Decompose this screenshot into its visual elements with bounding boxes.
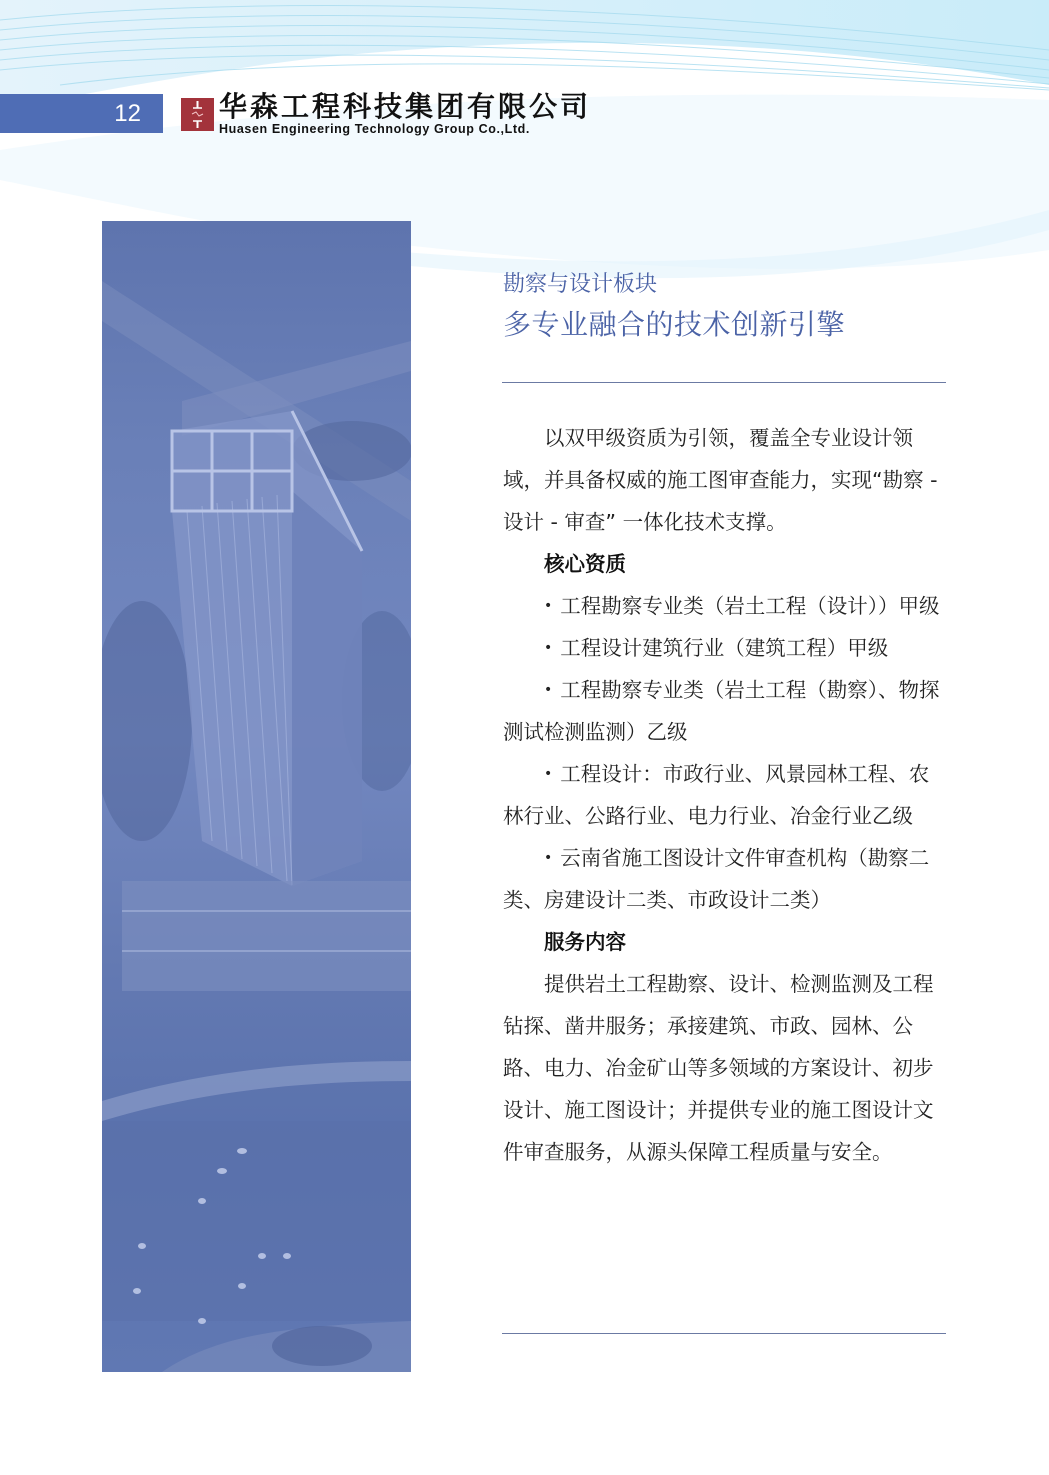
aerial-building-photo xyxy=(102,221,411,1372)
section-title: 多专业融合的技术创新引擎 xyxy=(503,308,846,341)
services-paragraph: 提供岩土工程勘察、设计、检测监测及工程钻探、凿井服务；承接建筑、市政、园林、公路、电力、冶金矿山等多领域的方案设计、初步设计、施工图设计；并提供专业的施工图设计文件审查服务，从源头保障工程质量与安全。 xyxy=(503,972,934,1164)
qualification-item xyxy=(503,585,949,627)
bullet-icon: • xyxy=(544,682,553,698)
qualification-text: 工程设计建筑行业（建筑工程）甲级 xyxy=(560,636,889,660)
huasen-logo-icon xyxy=(181,98,214,131)
qualification-text: 工程勘察专业类（岩土工程（勘察）、物探测试检测监测）乙级 xyxy=(503,678,940,744)
qualification-text: 云南省施工图设计文件审查机构（勘察二类、房建设计二类、市政设计二类） xyxy=(503,846,930,912)
page-number-bar xyxy=(0,94,163,133)
bullet-icon: • xyxy=(544,850,553,866)
content-body xyxy=(503,417,949,1173)
bullet-icon: • xyxy=(544,598,553,614)
page-number: 12 xyxy=(114,100,141,127)
intro-paragraph: 以双甲级资质为引领，覆盖全专业设计领域，并具备权威的施工图审查能力，实现“勘察 - 设计 - 审查” 一体化技术支撑。 xyxy=(503,426,938,534)
company-name-en: Huasen Engineering Technology Group Co.,Ltd. xyxy=(219,122,530,136)
qualifications-heading: 核心资质 xyxy=(544,552,626,576)
bullet-icon: • xyxy=(544,640,553,656)
qualification-item xyxy=(503,753,949,837)
section-label: 勘察与设计板块 xyxy=(503,272,658,297)
qualification-text: 工程设计：市政行业、风景园林工程、农林行业、公路行业、电力行业、冶金行业乙级 xyxy=(503,762,930,828)
qualification-text: 工程勘察专业类（岩土工程（设计））甲级 xyxy=(560,594,940,618)
services-heading: 服务内容 xyxy=(544,930,626,954)
qualification-item xyxy=(503,669,949,753)
company-name-cn: 华森工程科技集团有限公司 xyxy=(219,90,592,123)
bottom-divider xyxy=(502,1333,946,1334)
bullet-icon: • xyxy=(544,766,553,782)
top-divider xyxy=(502,382,946,383)
qualification-item xyxy=(503,627,949,669)
qualification-item xyxy=(503,837,949,921)
